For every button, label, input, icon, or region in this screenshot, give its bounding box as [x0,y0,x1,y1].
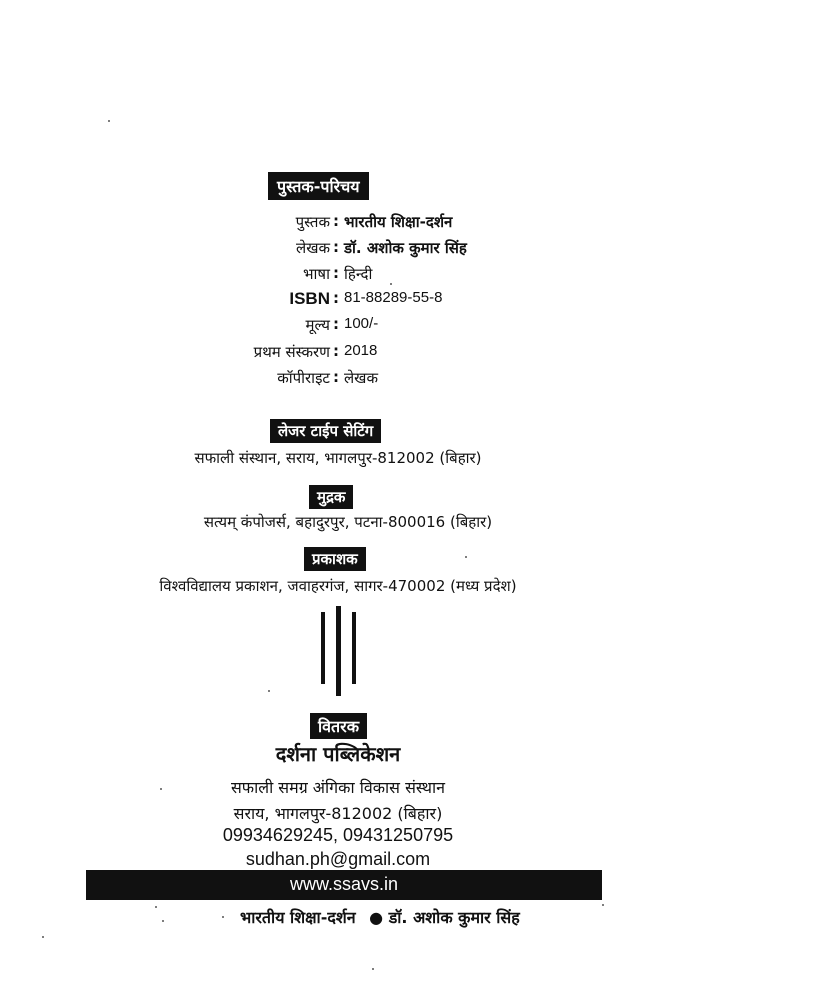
info-key-language: भाषा [303,265,330,283]
printer-text: सत्यम् कंपोजर्स, बहादुरपुर, पटना-800016 (बिहार) [203,513,493,531]
info-row-language [0,264,816,290]
distributor-org: सफाली समग्र अंगिका विकास संस्थान [230,778,446,797]
typesetting-text: सफाली संस्थान, सराय, भागलपुर-812002 (बिहार) [194,449,482,467]
info-value-book: भारतीय शिक्षा-दर्शन [344,213,453,231]
info-key-author: लेखक [296,239,330,257]
scan-speck [155,906,157,908]
footer-author: डॉ. अशोक कुमार सिंह [388,908,520,927]
info-row-book [0,212,816,238]
distributor-address: सराय, भागलपुर-812002 (बिहार) [233,804,443,823]
book-introduction-label: पुस्तक-परिचय [268,172,369,200]
bullet-icon: ● [369,908,384,927]
footer-title-line [240,906,600,928]
decorative-bar [352,612,356,684]
typesetting-label: लेजर टाईप सेटिंग [270,419,381,443]
info-key-book: पुस्तक [295,213,330,231]
info-value-price: 100/- [344,315,379,332]
info-key-copyright: कॉपीराइट [277,369,330,387]
footer-book-title: भारतीय शिक्षा-दर्शन [240,908,356,927]
info-value-copyright: लेखक [344,369,378,387]
info-row-isbn [0,289,816,315]
info-colon: : [333,238,339,256]
scan-speck [390,283,392,285]
info-colon: : [333,368,339,386]
info-value-isbn: 81-88289-55-8 [344,289,443,306]
scan-speck [465,556,467,558]
decorative-bar [336,606,341,696]
info-colon: : [333,264,339,282]
website-link[interactable]: www.ssavs.in [289,874,399,894]
decorative-bar [321,612,325,684]
publisher-text: विश्वविद्यालय प्रकाशन, जवाहरगंज, सागर-470002 (मध्य प्रदेश) [159,577,517,595]
footer-band [86,870,602,900]
scan-speck [222,916,224,918]
info-key-isbn: ISBN [289,289,330,308]
distributor-email[interactable]: sudhan.ph@gmail.com [245,849,431,869]
info-value-language: हिन्दी [344,265,373,283]
info-row-copyright [0,368,816,394]
info-colon: : [333,342,339,360]
scan-speck [162,920,164,922]
scan-speck [372,968,374,970]
scan-speck [268,690,270,692]
info-colon: : [333,315,339,333]
info-row-edition [0,342,816,368]
info-row-author [0,238,816,264]
distributor-label: वितरक [310,713,367,739]
scan-speck [42,936,44,938]
info-key-price: मूल्य [305,316,330,334]
printer-label: मुद्रक [309,485,353,509]
distributor-name: दर्शना पब्लिकेशन [275,742,401,766]
info-key-edition: प्रथम संस्करण [253,343,330,361]
scan-speck [108,120,110,122]
scan-speck [160,788,162,790]
publisher-label: प्रकाशक [304,547,366,571]
info-value-author: डॉ. अशोक कुमार सिंह [344,239,467,257]
info-colon: : [333,212,339,230]
info-row-price [0,315,816,341]
info-value-edition: 2018 [344,342,378,359]
scan-speck [602,904,604,906]
info-colon: : [333,289,339,307]
distributor-phones: 09934629245, 09431250795 [222,825,454,845]
